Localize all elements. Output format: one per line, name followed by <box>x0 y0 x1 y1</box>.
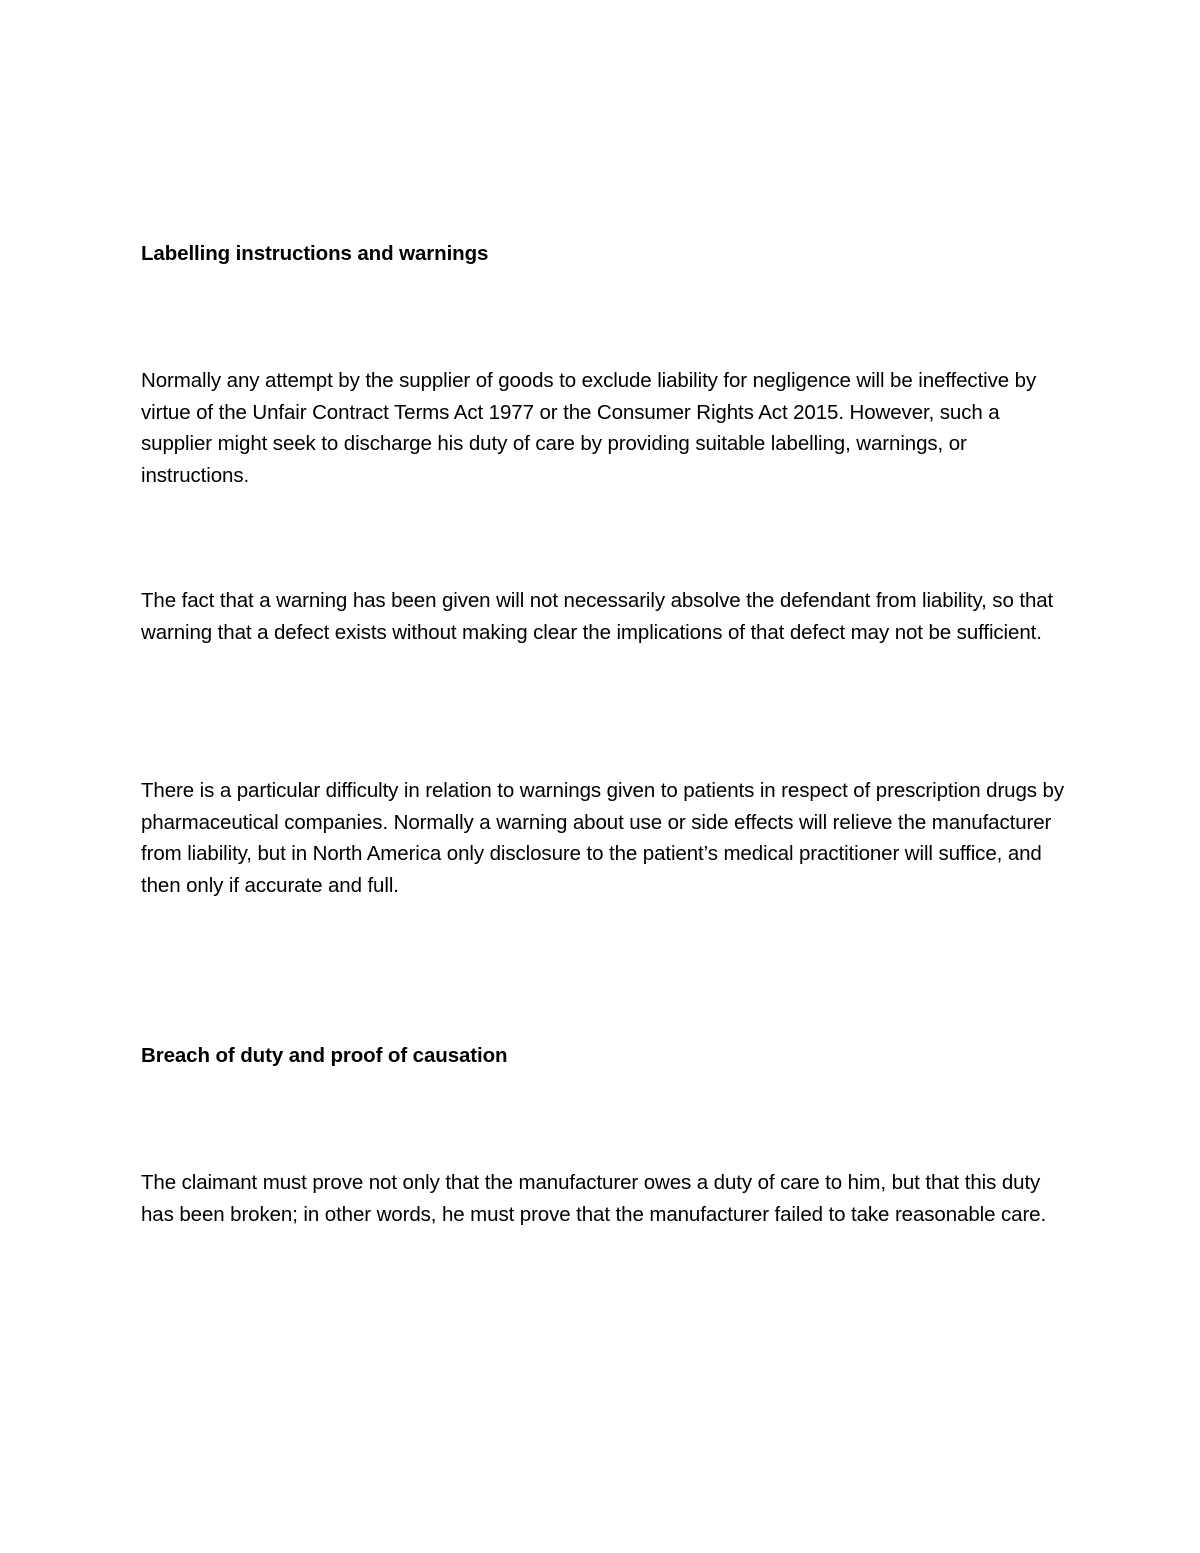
paragraph-claimant-proof: The claimant must prove not only that the manufacturer owes a duty of care to him, but that this duty has been broken; in other words, he must prove that the manufacturer failed to take reasonable care. <box>141 1171 1047 1226</box>
section-heading-breach: Breach of duty and proof of causation <box>141 1044 508 1067</box>
paragraph-warning-absolve: The fact that a warning has been given will not necessarily absolve the defendant from liability, so that warning that a defect exists without making clear the implications of that defect may not be sufficient. <box>141 589 1054 644</box>
paragraph-exclusion-liability: Normally any attempt by the supplier of goods to exclude liability for negligence will be ineffective by virtue of the Unfair Contract Terms Act 1977 or the Consumer Rights Act 2015. However, such a supplier might seek to discharge his duty of care by providing suitable labelling, warnings, or instructions. <box>141 369 1037 487</box>
section-heading-labelling: Labelling instructions and warnings <box>141 242 489 265</box>
paragraph-prescription-drugs: There is a particular difficulty in relation to warnings given to patients in respect of prescription drugs by pharmaceutical companies. Normally a warning about use or side effects will relieve the manufacturer from liability, but in North America only disclosure to the patient’s medical practitioner will suffice, and then only if accurate and full. <box>141 779 1064 897</box>
